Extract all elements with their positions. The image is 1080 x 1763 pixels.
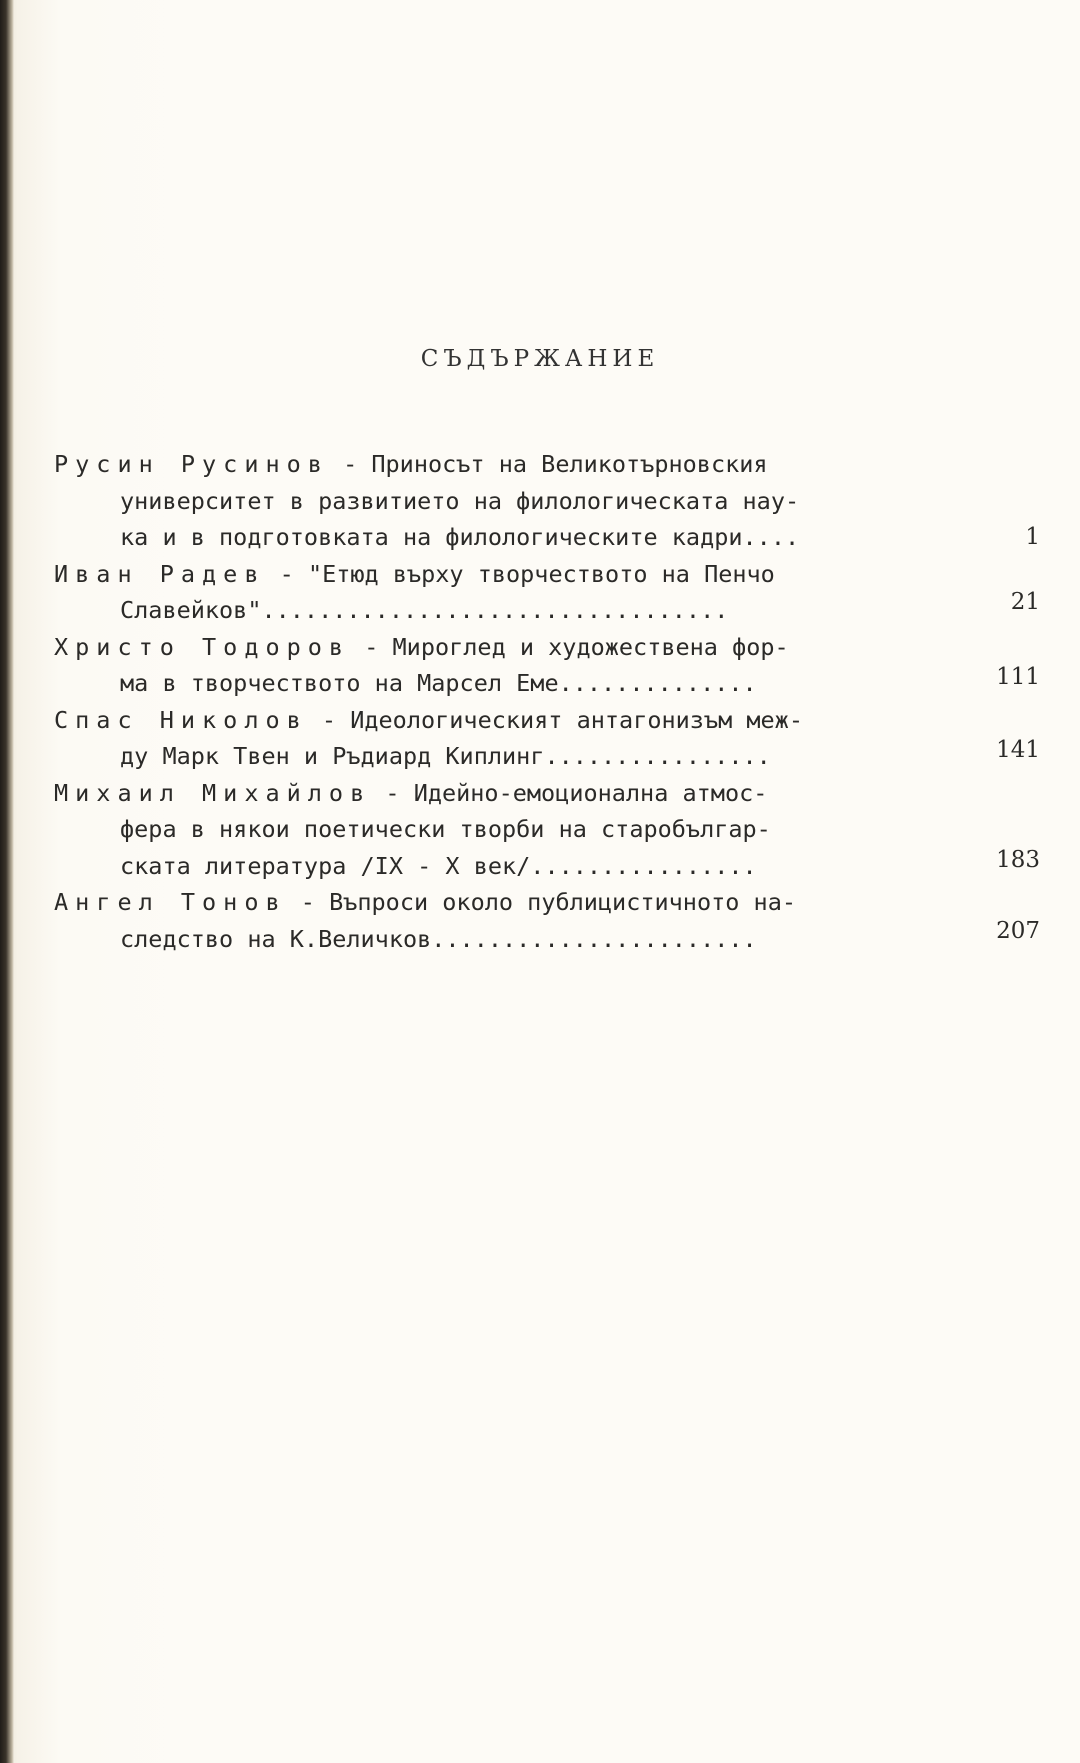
toc-title-line <box>54 519 1040 556</box>
toc-title-line: Приносът на Великотърновския <box>371 450 768 478</box>
toc-title-line <box>54 738 1040 775</box>
toc-title-line: Въпроси около публицистичното на- <box>329 888 796 916</box>
toc-author: Иван Радев <box>54 559 266 588</box>
toc-entry-first-line: Михаил Михайлов - Идейно-емоционална атмос- <box>54 778 768 807</box>
toc-entry-first-line: Христо Тодоров - Мироглед и художествена фор- <box>54 632 789 661</box>
toc-author: Русин Русинов <box>54 450 329 478</box>
toc-entry <box>54 702 1040 775</box>
toc-title-line: "Етюд върху творчеството на Пенчо <box>307 559 775 588</box>
toc-title-line: Мироглед и художествена фор- <box>392 632 789 661</box>
toc-entry <box>54 556 1040 629</box>
toc-title-line <box>54 848 1040 885</box>
toc-title-line: университет в развитието на филологическата нау- <box>120 486 800 515</box>
toc-title-line-text: ма в творчеството на Марсел Еме.............. <box>120 669 757 697</box>
toc-page-number: 207 <box>996 917 1040 944</box>
toc-page-number: 183 <box>996 846 1040 873</box>
toc-author: Ангел Тонов <box>54 888 287 916</box>
toc-entry-first-line: Русин Русинов - Приносът на Великотърновския <box>54 450 768 478</box>
toc-author: Спас Николов <box>54 705 308 734</box>
toc-entry-first-line: Ангел Тонов - Въпроси около публицистичното на- <box>54 888 796 916</box>
toc-page-number: 141 <box>996 737 1040 763</box>
toc-title-line <box>54 917 1040 958</box>
toc-entry-first-line: Иван Радев - "Етюд върху творчеството на Пенчо <box>54 559 775 588</box>
toc-page-number: 1 <box>1025 524 1040 550</box>
toc-title-line <box>54 665 1040 702</box>
toc-entry-first-line: Спас Николов - Идеологическият антагонизъм меж- <box>54 705 803 734</box>
book-spine-shadow <box>0 0 14 1763</box>
toc-title-line <box>54 589 1040 629</box>
toc-author: Христо Тодоров <box>54 632 351 661</box>
toc-title-line-text: следство на К.Величков....................... <box>120 924 757 953</box>
toc-title-line-text: Славейков"................................. <box>120 596 729 624</box>
toc-entry <box>54 775 1040 885</box>
toc-author: Михаил Михайлов <box>54 778 372 807</box>
toc-title-line-text: ската литература /IX - X век/................ <box>120 851 757 880</box>
table-of-contents <box>54 446 1040 957</box>
toc-title-line-text: ду Марк Твен и Ръдиард Киплинг................ <box>120 742 771 770</box>
toc-page-number: 111 <box>996 664 1040 690</box>
toc-title-line-text: ка и в подготовката на филологическите кадри.... <box>120 523 800 551</box>
toc-entry <box>54 884 1040 957</box>
toc-title-line: фера в някои поетически творби на старобългар- <box>120 815 771 843</box>
toc-entry <box>54 629 1040 702</box>
toc-page-number: 21 <box>1010 589 1040 615</box>
toc-title-line: Идеологическият антагонизъм меж- <box>350 705 803 734</box>
toc-entry <box>54 446 1040 556</box>
toc-title-line: Идейно-емоционална атмос- <box>413 778 768 807</box>
page-title: СЪДЪРЖАНИЕ <box>420 346 660 372</box>
